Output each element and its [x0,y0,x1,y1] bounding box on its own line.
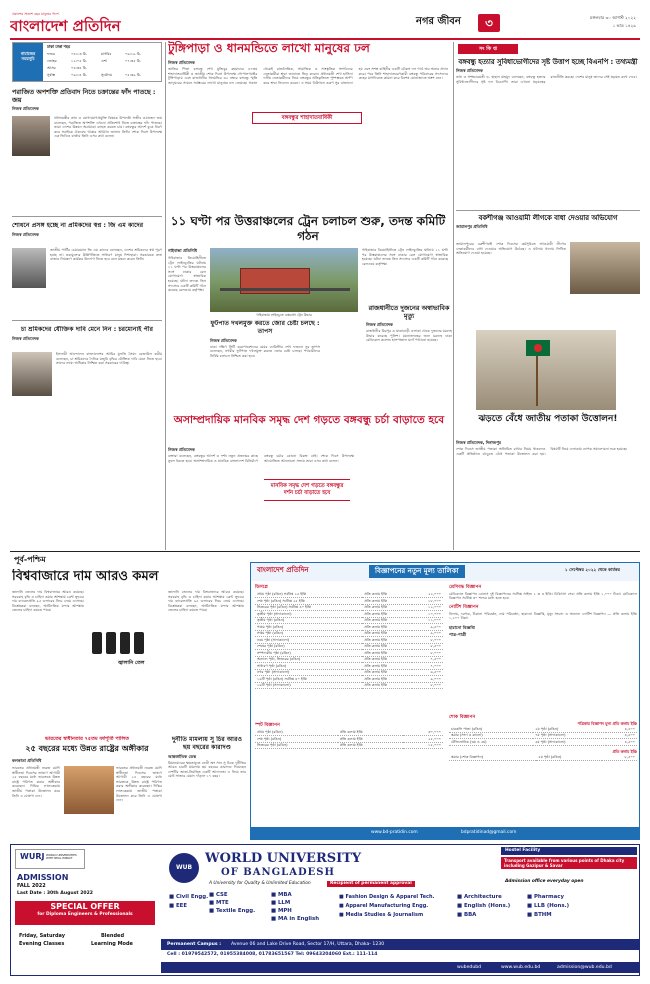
lead-body: জাতির পিতা বঙ্গবন্ধু শেখ মুজিবুর রহমানের ৪৭তম শাহাদাতবার্ষিকী ও জাতীয় শোক দিবস উপলক্ষে গোপালগঞ্জের টুঙ্গিপাড়ায় এবং রাজধানীর ধানমন্ডির ৩২ নম্বরে বঙ্গবন্ধু স্মৃতি জাদুঘরের সামনে সর্বস্তরের লাখো মানুষের ঢল নেমেছে। সকাল থেকেই রাজনৈতিক, সামাজিক ও সাংস্কৃতিক সংগঠনের নেতাকর্মীরা শ্রদ্ধা জানাতে ভিড় করেন। প্রধানমন্ত্রী শেখ হাসিনা দলীয় নেতাকর্মীদের নিয়ে বঙ্গবন্ধুর প্রতিকৃতিতে পুষ্পস্তবক অর্পণ করে শ্রদ্ধা নিবেদন করেন। এ সময় বিউগলে করুণ সুর বাজানো হয় এবং সশস্ত্র বাহিনীর একটি চৌকস দল গার্ড অব অনার প্রদান করে। পরে তিনি শাহাদাতবরণকারী বঙ্গবন্ধু পরিবারের সদস্যদের রুহের মাগফিরাত কামনা করে বিশেষ মোনাজাতে অংশ নেন। [168,67,448,85]
display-rate-row-cell: প্রতি কলাম ইঞ্চি [362,643,412,649]
display-rate-row-cell: প্রতি কলাম ইঞ্চি [362,592,412,598]
admission-label: ADMISSION [17,873,69,882]
prayer-label-text: নামাজের সময়সূচি [20,51,36,61]
oil-graphic-label: জ্বালানি তেল [118,660,145,666]
prayer-cell: ০৭:৩৫ মি. [125,59,141,63]
spot-rate-row-cell: ২৫,০০০ [403,736,443,742]
spot-rate-row-cell: প্রতি কলাম ইঞ্চি [338,730,403,736]
program-item: ■ BTHM [527,912,552,918]
campus-label: Permanent Campus : [167,942,222,947]
footpath-story [210,320,320,395]
column-rule-2 [453,42,454,550]
rate-card [250,562,640,840]
wub-website[interactable]: www.wub.edu.bd [501,965,541,970]
harmony-story [168,447,450,545]
display-rate-row-cell: প্রতি কলাম ইঞ্চি [362,669,412,675]
wub-logo-text: WUB [175,864,193,871]
display-rate-row-cell: পঞ্চম পৃষ্ঠা (রঙিন) [255,624,362,630]
obit-rate-row-cell: ৫ম পৃষ্ঠা (সাদাকালো) [533,739,606,745]
program-item: ■ English (Hons.) [457,903,511,909]
prayer-cell: ১২:০৫ মি. [71,59,87,63]
programs-col-left [169,893,209,911]
classified-text: মেডিক্যাল বিজ্ঞাপন বোনাস দুই বিজ্ঞাপনের সর্বনিম্ন সাইজ ২ × ৩ ইঞ্চি। চিকিৎসা সেবা প্রতি কলাম ইঞ্চি ১,০০০ টাকা। মেডিক্যাল বিজ্ঞাপন সর্বনিম্ন ৩০ শব্দের মধ্যে হতে হবে। [449,591,637,601]
campus-row [161,939,639,950]
brief-tag-text: সং কি প্ত [479,46,497,52]
social-handle[interactable]: wubedubd [457,965,482,970]
learning-line: Learning Mode [91,941,133,947]
admission-last-date: Last Date : 30th August 2022 [17,891,93,896]
bd-headline[interactable]: ২৫ বছরের মধ্যে উন্নত রাষ্ট্রের অঙ্গীকার [25,744,149,753]
prayer-city: ঢাকা ঢাকা শহর [47,44,70,49]
right-story-3-body: শোক দিবসে জাতীয় পতাকা অর্ধনমিত রাখার নিয়ম থাকলেও একটি প্রতিষ্ঠানে ঝাড়ুতে বেঁধে পতাকা উত্তোলন করা হয়। বিষয়টি নিয়ে এলাকায় ব্যাপক সমালোচনা শুরু হয়েছে। [456,447,628,456]
wurj-sub: WORLD UNIVERSITIES WITH REAL IMPACT [46,853,77,861]
rate-card-effective: ১ সেপ্টেম্বর ২০২২ থেকে কার্যকর [565,567,620,572]
left-story-2-headline[interactable]: শোধনে প্রসঙ্গ হচ্ছে না প্রমিকদের স্বপ্ন : জি এম কাদের [12,222,144,229]
wub-ad [10,844,640,976]
special-offer: SPECIAL OFFER [50,902,120,911]
prayer-cell: ০৬:১৯ মি. [125,52,141,56]
left-divider-2 [12,320,162,321]
friday-line: Friday, Saturday [19,933,66,939]
obit-rate-row-cell: ৪,৫০০ [606,739,637,745]
special-offer-for: for Diploma Engineers & Professionals [37,912,133,917]
lead-byline: নিজস্ব প্রতিবেদক [168,60,195,65]
bd-body-right: ভারতের প্রধানমন্ত্রী নরেন্দ্র মোদি স্বাধীনতা দিবসের ভাষণে আগামী ২৫ বছরের মধ্যে ভারতকে উন্নত রাষ্ট্রে পরিণত করার অঙ্গীকার করেছেন। দিল্লির লালকেল্লায় জাতীয় পতাকা উত্তোলন করে তিনি এ ঘোষণা দেন। [116,766,162,803]
page-number-badge [478,14,500,32]
column-rule-1 [165,42,166,550]
obit-box [449,715,637,761]
display-rate-row-cell: প্রতি কলাম ইঞ্চি [362,598,412,604]
left-story-1-photo [12,116,50,156]
obit-rate-row-cell: ২য় পৃষ্ঠা (রঙিন) [533,726,606,732]
right-divider-1 [456,210,640,211]
display-rate-row-cell: ৭,০০০ [412,663,443,669]
footpath-body: ঢাকা দক্ষিণ সিটি করপোরেশনের মেয়র ব্যারিস্টার শেখ ফজলে নূর তাপস বলেছেন, নগরীর ফুটপাত দখলমুক্ত করতে জোর চেষ্টা চলছে। পথচারীদের নির্বিঘ্ন চলাচল নিশ্চিত করা হবে। [210,344,320,358]
train-byline: গাইবান্ধা প্রতিনিধি [168,248,198,253]
display-rate-row-cell: সপ্তম পৃষ্ঠা (রঙিন) [255,630,362,636]
spot-rate-row-cell: ১৫,০০০ [403,742,443,748]
obit-rate-row-cell: ৪,৫০০ [606,726,637,732]
display-rate-row-cell: প্রথম পৃষ্ঠা (রঙিন) সর্বনিম্ন ২৫ ইঞ্চি [255,592,362,598]
spot-rates [255,723,443,749]
wub-approval: Recipient of permanent approval [327,881,415,887]
spot-rate-row [255,742,443,748]
right-story-2-photo [570,242,640,294]
display-rate-row-cell: তৃতীয় পৃষ্ঠা (সাদাকালো) [255,611,362,617]
harmony-byline: নিজস্ব প্রতিবেদক [168,447,195,452]
harmony-headline[interactable]: অসাম্প্রদায়িক মানবিক সমৃদ্ধ দেশ গড়তে বঙ্গবন্ধু চর্চা বাড়াতে হবে [173,414,445,426]
prayer-row [47,51,161,58]
campus-address: Avenue 06 and Lake Drive Road, Sector 17/H, Uttara, Dhaka- 1230 [231,942,385,947]
section-title: নগর জীবন [416,16,461,27]
prayer-cell: ফজর [47,52,55,56]
right-story-3 [456,330,640,542]
display-rate-row-cell: প্রতি কলাম ইঞ্চি [362,676,412,682]
left-story-3 [12,326,162,456]
display-rate-row-cell: প্রতি কলাম ইঞ্চি [362,682,412,688]
header-rule [10,38,640,40]
display-rate-row-cell: ১২,০০০ [412,604,443,610]
band-rule [10,551,640,552]
rate-card-footer [251,827,640,839]
left-story-1 [12,88,162,208]
right-story-2-headline[interactable]: বকশীগঞ্জ আওয়ামী লীগকে বাধা দেওয়ার অভিযোগ [478,214,618,222]
prayer-cell [125,65,155,72]
left-story-3-byline: নিজস্ব প্রতিবেদক [12,335,39,341]
prayer-cell: ০৪:৩৪ মি. [71,66,87,70]
display-rate-row-cell: ১১,০০০ [412,617,443,623]
issue-date: মঙ্গলবার ৩০ আগস্ট ২০২২ [590,15,636,20]
evening-line: Evening Classes [19,941,65,947]
wub-name-1: WORLD UNIVERSITY [205,851,362,866]
spot-title: স্পট বিজ্ঞাপন [255,723,280,728]
left-story-1-body: প্রধানমন্ত্রীর তথ্য ও যোগাযোগপ্রযুক্তি বিষয়ক উপদেষ্টা সজীব ওয়াজেদ জয় বলেছেন, পরাজিত অপশক্তি এখনো প্রতিশোধ নিতে চক্রান্তের ফাঁদ পাতছে। তারা দেশের উন্নয়ন অগ্রযাত্রা ব্যাহত করতে চায়। বঙ্গবন্ধুর আদর্শ বুকে ধারণ করে সবাইকে ঐক্যবদ্ধ থাকার আহ্বান জানান তিনি। শোক দিবস উপলক্ষে এক ভিডিও বার্তায় তিনি এসব কথা বলেন। [54,116,162,139]
obit-rate-row [449,739,637,745]
obit-rate-row-cell: ৭ম পৃষ্ঠা (সাদাকালো) [533,732,606,738]
wub-name-2: OF BANGLADESH [221,867,335,878]
display-rate-row-cell: ৭,৫০০ [412,656,443,662]
right-story-1-body: তথ্য ও সম্প্রচারমন্ত্রী ড. হাছান মাহমুদ বলেছেন, বঙ্গবন্ধু হত্যার সুবিধাভোগীদের সৃষ্ট দল বিএনপি। তারা এখনো ষড়যন্ত্রের রাজনীতি করছে। দেশের মানুষ তাদের সেই ষড়যন্ত্র রুখে দেবে। [456,75,637,84]
harmony-body: বক্তারা বলেছেন, বঙ্গবন্ধুর আদর্শ ও দর্শন নতুন প্রজন্মের কাছে তুলে ধরতে হবে। অসাম্প্রদায়িক ও মানবিক বাংলাদেশ বিনির্মাণে বঙ্গবন্ধু চর্চার কোনো বিকল্প নেই। শোক দিবস উপলক্ষে আয়োজিত আলোচনা সভায় তারা এসব কথা বলেন। [168,454,354,463]
program-item: ■ LLM [271,900,291,906]
lead-headline[interactable]: টুঙ্গিপাড়া ও ধানমন্ডিতে লাখো মানুষের ঢল [168,41,370,55]
masthead-area [10,12,240,38]
special-offer-box [15,901,155,925]
band-section: পূর্ব-পশ্চিম [14,555,46,564]
program-item: ■ MTE [209,900,229,906]
right-story-3-byline: নিজস্ব প্রতিবেদক, দিনাজপুর [456,440,502,445]
display-rate-row-cell: ৮,০০০ [412,637,443,643]
left-story-3-photo [12,352,52,396]
bd-kicker: ভারতের স্বাধীনতার ৭৫তম বর্ষপূর্তি পালিত [45,736,129,742]
wub-right-panel [501,847,637,889]
mid-kicker: বঙ্গবন্ধুর শাহাদাতবার্ষিকী [252,112,362,124]
display-rate-row-cell: নগর পৃষ্ঠা (সাদাকালো) [255,669,362,675]
markets-story [12,590,244,730]
prayer-cell: আসর [47,66,56,70]
left-story-2-byline: নিজস্ব প্রতিবেদক [12,231,39,237]
prayer-cell: ০৪:১৩ মি. [71,52,87,56]
issue-date-bangla: ১ ভাদ্র ১৪২৯ [612,23,636,28]
notice-title: নোটিশ বিজ্ঞাপন [449,604,479,610]
spot-rate-row-cell: প্রথম পৃষ্ঠা (রঙিন) [255,730,338,736]
deaths-story [366,304,452,404]
rate-card-paper: বাংলাদেশ প্রতিদিন [257,565,309,574]
prayer-cell: এশা [101,59,107,63]
display-rate-row-cell: ৮,০০০ [412,682,443,688]
footpath-headline[interactable]: ফুটপাত দখলমুক্ত করতে জোর চেষ্টা চলছে : তাপস [210,320,320,335]
prayer-label [13,43,43,82]
bd-body-left: ভারতের প্রধানমন্ত্রী নরেন্দ্র মোদি স্বাধীনতা দিবসের ভাষণে আগামী ২৫ বছরের মধ্যে ভারতকে উন্নত রাষ্ট্রে পরিণত করার অঙ্গীকার করেছেন। দিল্লির লালকেল্লায় জাতীয় পতাকা উত্তোলন করে তিনি এ ঘোষণা দেন। [12,766,60,798]
program-item: ■ EEE [169,903,188,909]
display-rate-row-cell: ৮,০০০ [412,650,443,656]
masthead-tagline: প্রকাশের সাতাশ বছর মানুষের পাশে [12,12,59,16]
spot-rate-row-cell: ভিতরের পৃষ্ঠা (রঙিন) [255,742,338,748]
obit-rate-row-cell: স্কয়ার (শোক বিজ্ঞাপন) [449,755,536,761]
phones-row: Cell : 01979542572, 01955384008, 01783651567 Tel: 09643204060 Ext.: 111-114 [167,952,378,957]
train-body-left: গাইবান্ধার ত্রিমোহিনীতে ট্রেন লাইনচ্যুতির ঘটনায় ১১ ঘণ্টা পর উত্তরাঞ্চলের সঙ্গে ঢাকার রেল যোগাযোগ স্বাভাবিক হয়েছে। ঘটনা তদন্তে তিন সদস্যের একটি কমিটি গঠন করেছে রেলওয়ে কর্তৃপক্ষ। [168,256,206,293]
notice-text: নিলাম, দরপত্র, ঠিকানা পরিবর্তন, নাম পরিবর্তন, হারানো বিজ্ঞপ্তি, মৃত্যু সংবাদ ও অন্যান্য নোটিশ বিজ্ঞাপন — প্রতি কলাম ইঞ্চি ১,২০০ টাকা। [449,611,637,621]
masthead-title: বাংলাদেশ প্রতিদিন [10,17,121,35]
wub-tagline: A University for Quality & Unlimited Education [209,881,311,886]
display-rate-table [255,592,443,689]
display-rate-row-cell: ২২,০০০ [412,592,443,598]
lost-title: হারানো বিজ্ঞপ্তি [449,624,475,630]
program-item: ■ LLB (Hons.) [527,903,570,909]
display-rate-row-cell: অন্যান্য পৃষ্ঠা, ভিতরের (রঙিন) [255,656,362,662]
obit-rate-row-cell: চারকলি পাতা (রঙিন) [449,726,533,732]
left-story-2-photo [12,248,46,288]
display-rate-row-cell: প্রতি কলাম ইঞ্চি [362,650,412,656]
obit-rate-row-cell: স্কয়ার (সাদা ও কালো) [449,732,533,738]
obit-rate-row-cell: ৮,৫০০ [602,755,637,761]
programs-col-4 [457,893,521,920]
display-rate-row-cell: প্রতি কলাম ইঞ্চি [362,656,412,662]
display-rate-row-cell: শেষের পৃষ্ঠা (রঙিন) [255,643,362,649]
display-rate-row-cell: প্রতি কলাম ইঞ্চি [362,663,412,669]
display-rate-row-cell: প্রতি কলাম ইঞ্চি [362,617,412,623]
train-caption: গাইবান্ধায় লাইনচ্যুত এক্সপ্রেস ট্রেন উদ্ধার [256,313,312,317]
train-body-right: গাইবান্ধার ত্রিমোহিনীতে ট্রেন লাইনচ্যুতির ঘটনায় ১১ ঘণ্টা পর উত্তরাঞ্চলের সঙ্গে ঢাকার রেল যোগাযোগ স্বাভাবিক হয়েছে। ঘটনা তদন্তে তিন সদস্যের একটি কমিটি গঠন করেছে রেলওয়ে কর্তৃপক্ষ। [362,248,448,266]
right-story-2-body: জামালপুরের বকশীগঞ্জে শোক দিবসের কর্মসূচিতে আওয়ামী লীগের নেতাকর্মীদের বাধা দেওয়ার অভিযোগ উঠেছে। এ ঘটনায় থানায় লিখিত অভিযোগ দেওয়া হয়েছে। [456,242,566,256]
deaths-body: রাজধানীর মিরপুর ও যাত্রাবাড়ী এলাকা থেকে দুজনের মরদেহ উদ্ধার করেছে পুলিশ। ময়নাতদন্তের জন্য মরদেহ ঢাকা মেডিকেল কলেজ হাসপাতাল মর্গে পাঠানো হয়েছে। [366,329,452,343]
hostel-facility: Hostel Facility [501,847,637,855]
display-rate-row-cell: সম্পাদকীয় পৃষ্ঠা (রঙিন) [255,650,362,656]
deaths-headline[interactable]: রাজধানীতে দুজনের অস্বাভাবিক মৃত্যু [368,304,450,320]
section-header [408,14,638,34]
program-item: ■ CSE [209,892,228,898]
left-story-1-byline: নিজস্ব প্রতিবেদক [12,106,39,111]
program-item: ■ Fashion Design & Apparel Tech. [339,894,435,900]
spot-rate-row-cell: শেষ পৃষ্ঠা (রঙিন) [255,736,338,742]
programs-col-3 [339,893,449,920]
display-rate-row-cell: প্রতি কলাম ইঞ্চি [362,611,412,617]
contact-links [161,962,639,973]
bd-photo [64,766,114,814]
display-rate-row-cell: ৯,৫০০ [412,624,443,630]
rate-card-title: বিজ্ঞাপনের নতুন মূল্য তালিকা [369,565,465,578]
obit-cmt-2: প্রতি কলাম ইঞ্চি [612,748,637,754]
bd-byline: কলকাতা প্রতিনিধি [12,758,42,763]
prayer-times-box [12,42,162,82]
spot-rate-row-cell: প্রতি কলাম ইঞ্চি [338,736,403,742]
display-rate-row-cell: ৯,০০০ [412,630,443,636]
display-rate-row-cell: প্রতি কলাম ইঞ্চি [362,637,412,643]
spot-rate-row-cell: প্রতি কলাম ইঞ্চি [338,742,403,748]
right-story-2-byline: জামালপুর প্রতিনিধি [456,224,488,230]
program-item: ■ BBA [457,912,477,918]
right-story-1-byline: নিজস্ব প্রতিবেদক [456,68,483,74]
corruption-headline[interactable]: দুর্নীতি মামলায় সু চির আরও ছয় বছরের কারাদণ্ড [171,736,243,751]
program-item: ■ MBA [271,892,292,898]
blended-line: Blended [101,933,125,939]
wurj-badge [15,849,85,869]
right-story-1-headline[interactable]: বঙ্গবন্ধু হত্যার সুবিধাভোগীদের সৃষ্ট উত্তাপ হচ্ছে বিএনপি : তথ্যমন্ত্রী [458,58,638,66]
wurj-label: WURJ [20,852,45,861]
markets-oil-graphic [88,626,164,678]
right-story-3-photo [476,330,616,410]
rate-card-website[interactable]: www.bd-pratidin.com [371,830,418,835]
left-story-3-headline[interactable]: চা শ্রমিকদের যৌক্তিক দাবি মেনে নিন : চরমোনাই পীর [20,326,154,333]
obit-rate-row-cell: ৪,৫০০ [606,732,637,738]
display-rate-row-cell: ৯,০০০ [412,676,443,682]
program-item: ■ Apparel Manufacturing Engg. [339,903,429,909]
footpath-byline: নিজস্ব প্রতিবেদক [210,337,237,343]
display-rate-row-cell: ৮,৫০০ [412,643,443,649]
prayer-row [47,58,161,65]
prayer-cell: জোহর [47,59,57,63]
programs-col-2 [271,891,335,923]
obit-rate-row-cell: টেলিফোনিক (৩য় ও ৫ম) [449,739,533,745]
obit-cmt: পত্রিকার বিজ্ঞাপন মূল্য প্রতি কলাম ইঞ্চি [577,720,637,726]
obit-title: শোক বিজ্ঞাপন [449,715,476,720]
prayer-row [47,65,161,72]
display-rates [255,585,443,689]
left-divider-1 [12,216,162,217]
markets-headline[interactable]: বিশ্ববাজারে দাম আরও কমল [12,569,159,584]
prayer-cell: সূর্যাস্ত [47,73,56,77]
display-rate-row-cell: প্রতি কলাম ইঞ্চি [362,624,412,630]
obit-rate-row [449,755,637,761]
display-rate-row-cell: ভিতরের পৃষ্ঠা (রঙিন) সর্বনিম্ন ৪০ ইঞ্চি [255,604,362,610]
display-rate-row-cell: সাধারণ পৃষ্ঠা (রঙিন) [255,663,362,669]
display-rate-row-cell: শেষ পৃষ্ঠা (রঙিন) সর্বনিম্ন ২৫ ইঞ্চি [255,598,362,604]
right-story-3-headline[interactable]: ঝড়তে বেঁধে জাতীয় পতাকা উত্তোলন! [478,414,618,424]
corruption-story [168,736,246,836]
display-rate-row-cell: তৃতীয় পৃষ্ঠা (রঙিন) [255,617,362,623]
markets-body-right: জ্বালানি তেলের দাম বিশ্ববাজারে আরও কমেছে। সরবরাহ বৃদ্ধি ও চাহিদা কমার আশঙ্কায় ব্রেন্ট ক্রুডের দাম ব্যারেলপ্রতি ৯৫ ডলারের নিচে নেমে এসেছে। বিশ্লেষকরা বলছেন, অর্থনৈতিক মন্দার আশঙ্কায় তেলের চাহিদা কমতে পারে। [168,590,244,613]
right-story-2 [456,214,640,324]
program-item: ■ MPH [271,908,292,914]
right-story-1 [456,58,640,208]
left-story-3-body: ইসলামী আন্দোলন বাংলাদেশের আমির মুফতি সৈয়দ রেজাউল করীম বলেছেন, চা শ্রমিকদের দৈনিক মজুরি বৃদ্ধির যৌক্তিক দাবি মেনে নিতে হবে। তাদের ন্যায্য অধিকার নিশ্চিত করা সরকারের দায়িত্ব। [56,352,162,366]
admission-office: Admission office everyday open [505,879,584,884]
prayer-cell: মাগরিব [101,52,112,56]
obit-rate-table [449,726,637,745]
left-story-2 [12,222,162,317]
obit-rate-row-cell: ৫ম পৃষ্ঠা (রঙিন) [536,755,602,761]
wub-left-panel [11,845,161,976]
display-rate-row-cell: ১৬টি পৃষ্ঠা (রঙিন) সর্বনিম্ন ৪০ ইঞ্চি [255,676,362,682]
display-rate-row-cell: ১৮,০০০ [412,598,443,604]
admission-session: FALL 2022 [17,883,46,889]
markets-body-left: জ্বালানি তেলের দাম বিশ্ববাজারে আরও কমেছে। সরবরাহ বৃদ্ধি ও চাহিদা কমার আশঙ্কায় ব্রেন্ট ক্রুডের দাম ব্যারেলপ্রতি ৯৫ ডলারের নিচে নেমে এসেছে। বিশ্লেষকরা বলছেন, অর্থনৈতিক মন্দার আশঙ্কায় তেলের চাহিদা কমতে পারে। [12,590,84,613]
prayer-cell [101,65,125,72]
transport-note: Transport available from various points of Dhaka city including Gazipur & Savar [501,857,637,869]
harmony-quote: মানবিক সমৃদ্ধ দেশ গড়তে বঙ্গবন্ধুর দর্শন চর্চা বাড়াতে হবে [264,479,350,501]
display-title: ডিসপ্লে [255,585,268,590]
train-photo [210,248,358,312]
display-rate-row-cell: ৬,৫০০ [412,669,443,675]
deaths-byline: নিজস্ব প্রতিবেদক [366,322,393,327]
spot-rate-table [255,730,443,749]
spot-rate-row-cell: ৩০,০০০ [403,730,443,736]
program-item: ■ Architecture [457,894,502,900]
prayer-rows [47,51,161,79]
display-rate-row-cell: ১৬টি পৃষ্ঠা (সাদাকালো) [255,682,362,688]
display-rate-row-cell: প্রতি কলাম ইঞ্চি [362,604,412,610]
programs-col-5 [527,893,587,920]
prayer-cell: সূর্যোদয় [101,73,112,77]
train-headline[interactable]: ১১ ঘণ্টা পর উত্তরাঞ্চলের ট্রেন চলাচল শুরু, তদন্ত কমিটি গঠন [170,214,446,243]
programs-col-1 [209,891,269,915]
corruption-byline: আন্তর্জাতিক ডেস্ক [168,753,196,759]
rate-card-email[interactable]: bdpratidinad@gmail.com [461,830,517,835]
prayer-cell: ০৬:১৪ মি. [71,73,87,77]
left-story-1-headline[interactable]: পরাজিত অপশক্তি প্রতিবাদ নিতে চক্রান্তের ফাঁদ পাতছে : জয় [12,88,156,104]
display-rate-row-cell: ১০,০০০ [412,611,443,617]
classified-box [449,585,637,637]
program-item: ■ MA in English [271,916,320,922]
page-number: ৩ [485,16,493,30]
program-item: ■ Civil Engg. [169,894,209,900]
corruption-body: মিয়ানমারের ক্ষমতাচ্যুত নেত্রী অং সান সু চিকে দুর্নীতির আরও চারটি মামলায় ছয় বছরের কারাদণ্ড দিয়েছেন দেশটির জান্তা-নিয়ন্ত্রিত একটি আদালত। এ নিয়ে তার মোট সাজার মেয়াদ দাঁড়াল ১৭ বছর। [168,760,246,779]
prayer-row [47,72,161,79]
matrimony-title: পাত্র-পাত্রী [449,632,467,638]
display-rate-row [255,682,443,688]
brief-tag [458,44,518,54]
prayer-cell: ০৫:৩৯ মি. [125,73,141,77]
wub-contact-bar [161,939,639,975]
display-rate-row-cell: নবম পৃষ্ঠা (সাদাকালো) [255,637,362,643]
classified-title: শ্রেণিবদ্ধ বিজ্ঞাপন [449,585,482,590]
obit-rate-table-2 [449,755,637,761]
rate-card-header [251,563,640,581]
left-story-2-body: জাতীয় পার্টির চেয়ারম্যান জি এম কাদের বলেছেন, দেশের শ্রমিকদের স্বপ্ন পূরণ হচ্ছে না। দ্রব্যমূল্যের ঊর্ধ্বগতিতে সাধারণ মানুষ দিশাহারা। সরকারকে দ্রুত বাজার নিয়ন্ত্রণে কার্যকর উদ্যোগ নিতে হবে বলে মন্তব্য করেন তিনি। [50,248,162,262]
display-rate-row-cell: প্রতি কলাম ইঞ্চি [362,630,412,636]
bd-story [12,758,162,836]
program-item: ■ Textile Engg. [209,908,256,914]
program-item: ■ Media Studies & Journalism [339,912,424,918]
program-item: ■ Pharmacy [527,894,565,900]
wub-email[interactable]: admission@wub.edu.bd [557,965,612,970]
wub-logo [169,853,199,883]
